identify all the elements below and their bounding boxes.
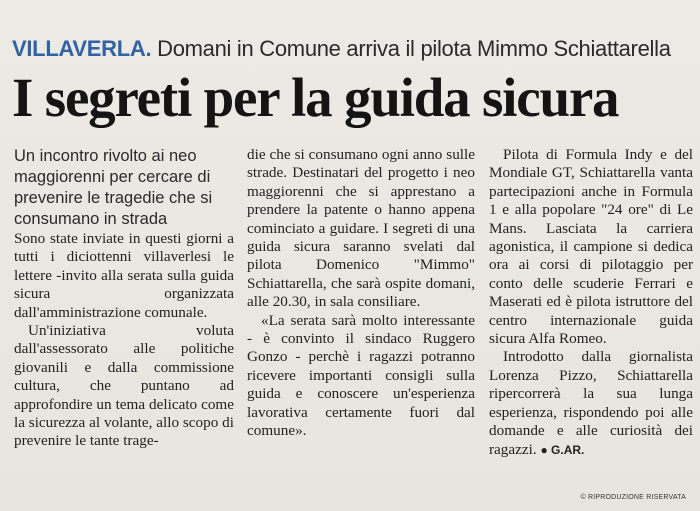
body-paragraph: Sono state inviate in questi giorni a tutti i diciottenni villaverlesi le lettere -invito alla serata sulla guida sicura organizzata dall'amministrazione comunale. [14, 230, 234, 321]
body-paragraph: Pilota di Formula Indy e del Mondiale GT, Schiattarella vanta partecipazioni anche in Formula 1 e alla popolare "24 ore" di Le Mans. Lasciata la carriera agonistica, il campione si dedica ora ai corsi di pilotaggio per conto delle scuderie Ferrari e Maserati ed è pilota istruttore del centro internazionale guida sicura Alfa Romeo. [489, 146, 693, 348]
body-paragraph: «La serata sarà molto interessante - è convinto il sindaco Ruggero Gonzo - perchè i ragazzi potranno ricevere importanti consigli sulla guida e conoscere un'esperienza lavorativa certamente fuori dal comune». [247, 311, 475, 440]
body-paragraph: die che si consumano ogni anno sulle strade. Destinatari del progetto i neo maggiorenni che si apprestano a prendere la patente o hanno appena cominciato a guidare. I segreti di una guida sicura saranno svelati dal pilota Domenico "Mimmo" Schiattarella, che sarà ospite domani, alle 20.30, in sala consiliare. [247, 146, 475, 311]
article-column-2 [247, 146, 475, 441]
body-text: Introdotto dalla giornalista Lorenza Pizzo, Schiattarella ripercorrerà la sua lunga esperienza, rispondendo poi alle domande e alle curiosità dei ragazzi. [489, 348, 693, 458]
summary: Un incontro rivolto ai neo maggiorenni per cercare di prevenire le tragedie che si consumano in strada [14, 147, 213, 228]
article-column-3 [489, 146, 693, 459]
body-paragraph [489, 348, 693, 458]
copyright-notice: © RIPRODUZIONE RISERVATA [580, 494, 686, 501]
kicker [12, 36, 671, 62]
kicker-place: VILLAVERLA. [12, 36, 152, 61]
article-column-1 [14, 146, 234, 451]
headline: I segreti per la guida sicura [12, 67, 619, 128]
body-paragraph: Un'iniziativa voluta dall'assessorato alle politiche giovanili e dalla commissione cultura, che puntano ad approfondire un tema delicato come la sicurezza al volante, allo scopo di prevenire le tante trage- [14, 322, 234, 450]
kicker-text: Domani in Comune arriva il pilota Mimmo Schiattarella [151, 36, 671, 61]
author-signature: ● G.AR. [540, 442, 585, 457]
